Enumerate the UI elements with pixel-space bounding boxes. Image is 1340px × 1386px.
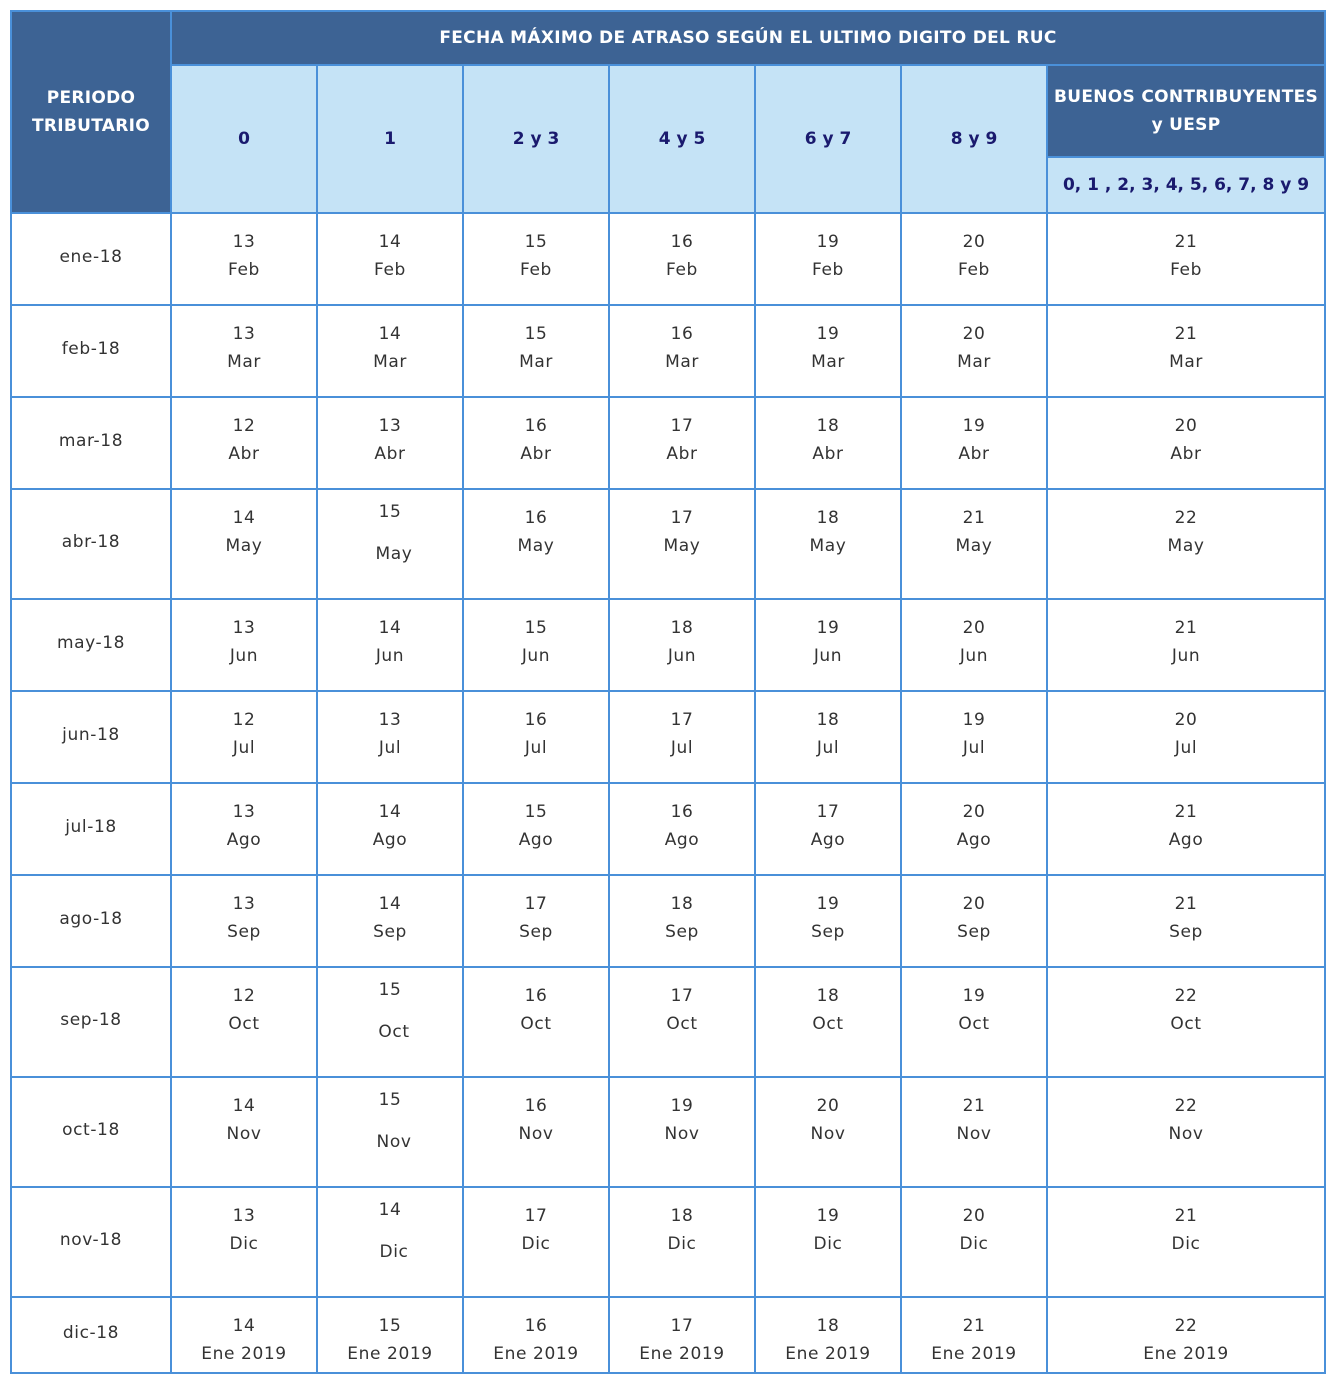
deadline-day: 15: [524, 802, 548, 822]
deadline-day: 14: [232, 1316, 256, 1336]
deadline-cell: [901, 1297, 1047, 1373]
deadline-day: 21: [1174, 1206, 1198, 1226]
deadline-day: 13: [232, 802, 256, 822]
deadline-month: Dic: [1171, 1234, 1201, 1254]
deadline-day: 20: [962, 618, 986, 638]
deadline-day: 20: [962, 894, 986, 914]
deadline-month: Mar: [373, 352, 407, 372]
deadline-day: 17: [670, 710, 694, 730]
deadline-day: 21: [1174, 618, 1198, 638]
deadline-cell: [317, 1077, 463, 1187]
deadline-month: Feb: [1170, 260, 1202, 280]
deadline-month: Ago: [664, 830, 700, 850]
deadline-cell: [1047, 1297, 1325, 1373]
deadline-cell: [171, 1297, 317, 1373]
deadline-cell: [755, 783, 901, 875]
deadline-cell: [901, 691, 1047, 783]
deadline-month: Abr: [812, 444, 844, 464]
deadline-day: 15: [524, 232, 548, 252]
deadline-day: 16: [524, 710, 548, 730]
deadline-day: 15: [378, 980, 402, 1000]
deadline-cell: [1047, 1077, 1325, 1187]
deadline-day: 14: [378, 232, 402, 252]
deadline-month: Nov: [956, 1124, 992, 1144]
deadline-month: Jul: [962, 738, 986, 758]
table-row: [11, 599, 1325, 691]
deadline-cell: [171, 783, 317, 875]
deadline-day: 21: [962, 508, 986, 528]
deadline-day: 17: [670, 986, 694, 1006]
deadline-cell: [1047, 1187, 1325, 1297]
deadline-month: Jul: [378, 738, 402, 758]
deadline-month: Feb: [958, 260, 990, 280]
deadline-day: 20: [962, 324, 986, 344]
deadline-day: 16: [524, 416, 548, 436]
deadline-cell: [317, 599, 463, 691]
deadline-cell: [463, 691, 609, 783]
deadline-month: Mar: [227, 352, 261, 372]
deadline-cell: [755, 1187, 901, 1297]
deadline-month: May: [225, 536, 263, 556]
deadline-month: Dic: [379, 1242, 409, 1262]
deadline-day: 15: [378, 1090, 402, 1110]
deadline-month: Ago: [226, 830, 262, 850]
deadline-month: Feb: [520, 260, 552, 280]
deadline-cell: [463, 305, 609, 397]
period-cell: ene-18: [11, 213, 171, 305]
deadline-cell: [171, 489, 317, 599]
period-cell: nov-18: [11, 1187, 171, 1297]
deadline-month: Jul: [670, 738, 694, 758]
period-cell: abr-18: [11, 489, 171, 599]
deadline-month: Nov: [226, 1124, 262, 1144]
deadline-month: Mar: [957, 352, 991, 372]
deadline-month: Feb: [812, 260, 844, 280]
deadline-cell: [609, 397, 755, 489]
deadline-month: Ene 2019: [493, 1344, 579, 1364]
deadline-month: Jun: [667, 646, 697, 666]
deadline-cell: [609, 691, 755, 783]
deadline-cell: [609, 1077, 755, 1187]
deadline-cell: [463, 397, 609, 489]
deadline-cell: [171, 1187, 317, 1297]
deadline-day: 12: [232, 710, 256, 730]
digit-column-header: 1: [317, 65, 463, 213]
deadline-month: Sep: [665, 922, 699, 942]
deadline-month: Abr: [228, 444, 260, 464]
deadline-day: 18: [816, 710, 840, 730]
deadline-day: 20: [1174, 710, 1198, 730]
table-row: [11, 305, 1325, 397]
deadline-month: Jun: [229, 646, 259, 666]
deadline-day: 21: [1174, 324, 1198, 344]
deadline-cell: [609, 599, 755, 691]
digit-column-header: 2 y 3: [463, 65, 609, 213]
deadline-month: Dic: [229, 1234, 259, 1254]
table-row: [11, 397, 1325, 489]
deadline-cell: [463, 213, 609, 305]
deadline-cell: [1047, 691, 1325, 783]
deadline-cell: [901, 967, 1047, 1077]
deadline-cell: [463, 1187, 609, 1297]
deadline-day: 21: [962, 1316, 986, 1336]
table-row: [11, 875, 1325, 967]
deadline-day: 12: [232, 986, 256, 1006]
deadline-month: Dic: [521, 1234, 551, 1254]
deadline-month: Ene 2019: [201, 1344, 287, 1364]
deadline-day: 17: [670, 416, 694, 436]
deadline-cell: [1047, 875, 1325, 967]
deadline-cell: [317, 783, 463, 875]
deadline-cell: [171, 599, 317, 691]
deadline-month: Jun: [1171, 646, 1201, 666]
deadline-month: Nov: [1168, 1124, 1204, 1144]
deadline-day: 16: [524, 1316, 548, 1336]
period-cell: sep-18: [11, 967, 171, 1077]
deadline-month: Nov: [810, 1124, 846, 1144]
periodo-tributario-header: PERIODO TRIBUTARIO: [11, 11, 171, 213]
deadline-cell: [755, 875, 901, 967]
deadline-day: 16: [524, 508, 548, 528]
deadline-day: 19: [816, 894, 840, 914]
deadline-cell: [1047, 967, 1325, 1077]
deadline-month: Ago: [372, 830, 408, 850]
deadline-day: 19: [816, 324, 840, 344]
deadline-month: Jun: [521, 646, 551, 666]
deadline-day: 20: [962, 1206, 986, 1226]
deadline-day: 14: [232, 508, 256, 528]
table-row: [11, 1077, 1325, 1187]
deadline-cell: [609, 783, 755, 875]
deadline-month: Sep: [519, 922, 553, 942]
deadline-cell: [755, 489, 901, 599]
deadline-month: May: [375, 544, 413, 564]
deadline-month: Mar: [519, 352, 553, 372]
digit-column-header: 4 y 5: [609, 65, 755, 213]
deadline-month: Jul: [816, 738, 840, 758]
deadline-month: Oct: [958, 1014, 990, 1034]
deadline-day: 18: [670, 894, 694, 914]
deadline-cell: [609, 213, 755, 305]
deadline-cell: [755, 1297, 901, 1373]
deadline-cell: [1047, 489, 1325, 599]
deadline-cell: [901, 489, 1047, 599]
deadline-day: 18: [670, 618, 694, 638]
deadline-day: 18: [816, 986, 840, 1006]
deadline-month: Feb: [666, 260, 698, 280]
deadline-month: Oct: [812, 1014, 844, 1034]
deadline-cell: [463, 599, 609, 691]
deadline-day: 21: [1174, 802, 1198, 822]
deadline-cell: [317, 213, 463, 305]
deadline-day: 19: [816, 618, 840, 638]
deadline-cell: [755, 691, 901, 783]
period-cell: jun-18: [11, 691, 171, 783]
deadline-cell: [901, 783, 1047, 875]
deadline-month: Nov: [518, 1124, 554, 1144]
deadline-month: Oct: [378, 1022, 410, 1042]
deadline-day: 17: [816, 802, 840, 822]
deadline-month: Jul: [1174, 738, 1198, 758]
period-cell: jul-18: [11, 783, 171, 875]
deadline-cell: [317, 967, 463, 1077]
deadline-day: 13: [378, 416, 402, 436]
period-cell: oct-18: [11, 1077, 171, 1187]
deadline-cell: [171, 875, 317, 967]
deadline-cell: [901, 875, 1047, 967]
deadline-cell: [463, 875, 609, 967]
deadline-month: Feb: [374, 260, 406, 280]
deadline-day: 18: [670, 1206, 694, 1226]
deadline-cell: [755, 305, 901, 397]
deadline-month: Ago: [810, 830, 846, 850]
deadline-day: 22: [1174, 986, 1198, 1006]
deadline-day: 14: [378, 894, 402, 914]
deadline-cell: [1047, 783, 1325, 875]
deadline-cell: [171, 967, 317, 1077]
deadline-day: 15: [524, 324, 548, 344]
deadline-day: 17: [670, 1316, 694, 1336]
deadline-cell: [1047, 213, 1325, 305]
deadline-month: Nov: [664, 1124, 700, 1144]
deadline-cell: [171, 1077, 317, 1187]
deadline-cell: [1047, 599, 1325, 691]
deadline-day: 20: [962, 232, 986, 252]
period-cell: feb-18: [11, 305, 171, 397]
deadline-month: Mar: [665, 352, 699, 372]
deadline-cell: [609, 1297, 755, 1373]
deadline-cell: [463, 489, 609, 599]
period-cell: mar-18: [11, 397, 171, 489]
deadline-cell: [755, 1077, 901, 1187]
deadline-month: Ene 2019: [639, 1344, 725, 1364]
deadline-day: 21: [1174, 232, 1198, 252]
deadline-month: Mar: [811, 352, 845, 372]
deadline-cell: [609, 1187, 755, 1297]
deadline-cell: [609, 967, 755, 1077]
deadline-day: 17: [670, 508, 694, 528]
deadline-day: 14: [378, 618, 402, 638]
deadline-day: 13: [232, 232, 256, 252]
deadline-day: 19: [816, 1206, 840, 1226]
deadline-month: Ago: [518, 830, 554, 850]
deadline-month: Mar: [1169, 352, 1203, 372]
deadline-month: Nov: [376, 1132, 412, 1152]
deadline-cell: [609, 305, 755, 397]
deadline-day: 21: [1174, 894, 1198, 914]
deadline-day: 13: [232, 324, 256, 344]
deadline-cell: [901, 213, 1047, 305]
digit-column-header: 0: [171, 65, 317, 213]
deadline-month: Oct: [228, 1014, 260, 1034]
table-row: [11, 783, 1325, 875]
deadline-cell: [317, 691, 463, 783]
deadline-cell: [317, 875, 463, 967]
deadline-cell: [171, 397, 317, 489]
deadline-cell: [901, 1077, 1047, 1187]
deadline-day: 17: [524, 894, 548, 914]
deadline-day: 19: [670, 1096, 694, 1116]
tax-deadline-table: [10, 10, 1326, 1374]
buenos-contribuyentes-header: BUENOS CONTRIBUYENTES y UESP: [1047, 65, 1325, 157]
deadline-cell: [755, 599, 901, 691]
deadline-cell: [463, 1077, 609, 1187]
deadline-day: 22: [1174, 1316, 1198, 1336]
table-row: [11, 967, 1325, 1077]
deadline-month: Ene 2019: [347, 1344, 433, 1364]
deadline-month: Ago: [1168, 830, 1204, 850]
deadline-month: Sep: [1169, 922, 1203, 942]
deadline-month: Ago: [956, 830, 992, 850]
deadline-month: Feb: [228, 260, 260, 280]
deadline-day: 16: [670, 232, 694, 252]
deadline-day: 19: [962, 416, 986, 436]
deadline-cell: [171, 305, 317, 397]
deadline-month: May: [955, 536, 993, 556]
deadline-cell: [901, 599, 1047, 691]
deadline-cell: [317, 397, 463, 489]
deadline-day: 15: [524, 618, 548, 638]
deadline-month: Abr: [958, 444, 990, 464]
deadline-month: May: [809, 536, 847, 556]
deadline-cell: [1047, 397, 1325, 489]
deadline-month: Dic: [813, 1234, 843, 1254]
digit-column-header: 6 y 7: [755, 65, 901, 213]
deadline-day: 22: [1174, 1096, 1198, 1116]
table-row: [11, 213, 1325, 305]
deadline-month: Sep: [373, 922, 407, 942]
buenos-digits-header: 0, 1 , 2, 3, 4, 5, 6, 7, 8 y 9: [1047, 157, 1325, 213]
deadline-day: 20: [962, 802, 986, 822]
deadline-month: Jul: [232, 738, 256, 758]
deadline-day: 13: [232, 618, 256, 638]
period-cell: dic-18: [11, 1297, 171, 1373]
deadline-cell: [755, 397, 901, 489]
period-cell: may-18: [11, 599, 171, 691]
deadline-cell: [901, 305, 1047, 397]
deadline-cell: [1047, 305, 1325, 397]
deadline-day: 16: [524, 1096, 548, 1116]
table-row: [11, 691, 1325, 783]
deadline-cell: [317, 305, 463, 397]
deadline-month: Oct: [1170, 1014, 1202, 1034]
deadline-day: 20: [1174, 416, 1198, 436]
deadline-cell: [609, 489, 755, 599]
deadline-day: 19: [962, 710, 986, 730]
deadline-month: Oct: [666, 1014, 698, 1034]
deadline-cell: [171, 213, 317, 305]
deadline-day: 13: [232, 1206, 256, 1226]
deadline-month: Jun: [959, 646, 989, 666]
deadline-day: 18: [816, 1316, 840, 1336]
deadline-day: 18: [816, 508, 840, 528]
deadline-day: 16: [670, 802, 694, 822]
deadline-month: Ene 2019: [931, 1344, 1017, 1364]
deadline-cell: [463, 783, 609, 875]
deadline-cell: [901, 1187, 1047, 1297]
deadline-cell: [171, 691, 317, 783]
deadline-month: Ene 2019: [1143, 1344, 1229, 1364]
deadline-month: Abr: [520, 444, 552, 464]
deadline-day: 14: [378, 802, 402, 822]
digit-column-header: 8 y 9: [901, 65, 1047, 213]
deadline-day: 15: [378, 1316, 402, 1336]
deadline-day: 18: [816, 416, 840, 436]
deadline-cell: [755, 213, 901, 305]
table-row: [11, 1297, 1325, 1373]
period-cell: ago-18: [11, 875, 171, 967]
deadline-cell: [463, 967, 609, 1077]
deadline-month: Ene 2019: [785, 1344, 871, 1364]
deadline-day: 16: [670, 324, 694, 344]
table-row: [11, 489, 1325, 599]
deadline-day: 14: [378, 324, 402, 344]
deadline-month: Sep: [957, 922, 991, 942]
deadline-month: May: [1167, 536, 1205, 556]
deadline-day: 22: [1174, 508, 1198, 528]
deadline-day: 14: [378, 1200, 402, 1220]
deadline-cell: [901, 397, 1047, 489]
deadline-day: 14: [232, 1096, 256, 1116]
deadline-day: 17: [524, 1206, 548, 1226]
deadline-day: 20: [816, 1096, 840, 1116]
main-title-header: FECHA MÁXIMO DE ATRASO SEGÚN EL ULTIMO DIGITO DEL RUC: [171, 11, 1325, 65]
deadline-cell: [317, 1297, 463, 1373]
deadline-month: Oct: [520, 1014, 552, 1034]
deadline-month: Sep: [227, 922, 261, 942]
deadline-month: Dic: [959, 1234, 989, 1254]
deadline-month: Jul: [524, 738, 548, 758]
deadline-month: Jun: [813, 646, 843, 666]
deadline-day: 19: [816, 232, 840, 252]
deadline-day: 21: [962, 1096, 986, 1116]
deadline-cell: [317, 489, 463, 599]
deadline-day: 16: [524, 986, 548, 1006]
deadline-month: Abr: [666, 444, 698, 464]
deadline-day: 13: [378, 710, 402, 730]
deadline-month: Jun: [375, 646, 405, 666]
deadline-day: 12: [232, 416, 256, 436]
deadline-month: Dic: [667, 1234, 697, 1254]
deadline-cell: [463, 1297, 609, 1373]
table-row: [11, 1187, 1325, 1297]
deadline-month: Sep: [811, 922, 845, 942]
deadline-month: May: [663, 536, 701, 556]
deadline-day: 19: [962, 986, 986, 1006]
deadline-day: 13: [232, 894, 256, 914]
deadline-cell: [317, 1187, 463, 1297]
deadline-cell: [609, 875, 755, 967]
deadline-cell: [755, 967, 901, 1077]
deadline-month: Abr: [1170, 444, 1202, 464]
deadline-month: May: [517, 536, 555, 556]
deadline-day: 15: [378, 502, 402, 522]
deadline-month: Abr: [374, 444, 406, 464]
